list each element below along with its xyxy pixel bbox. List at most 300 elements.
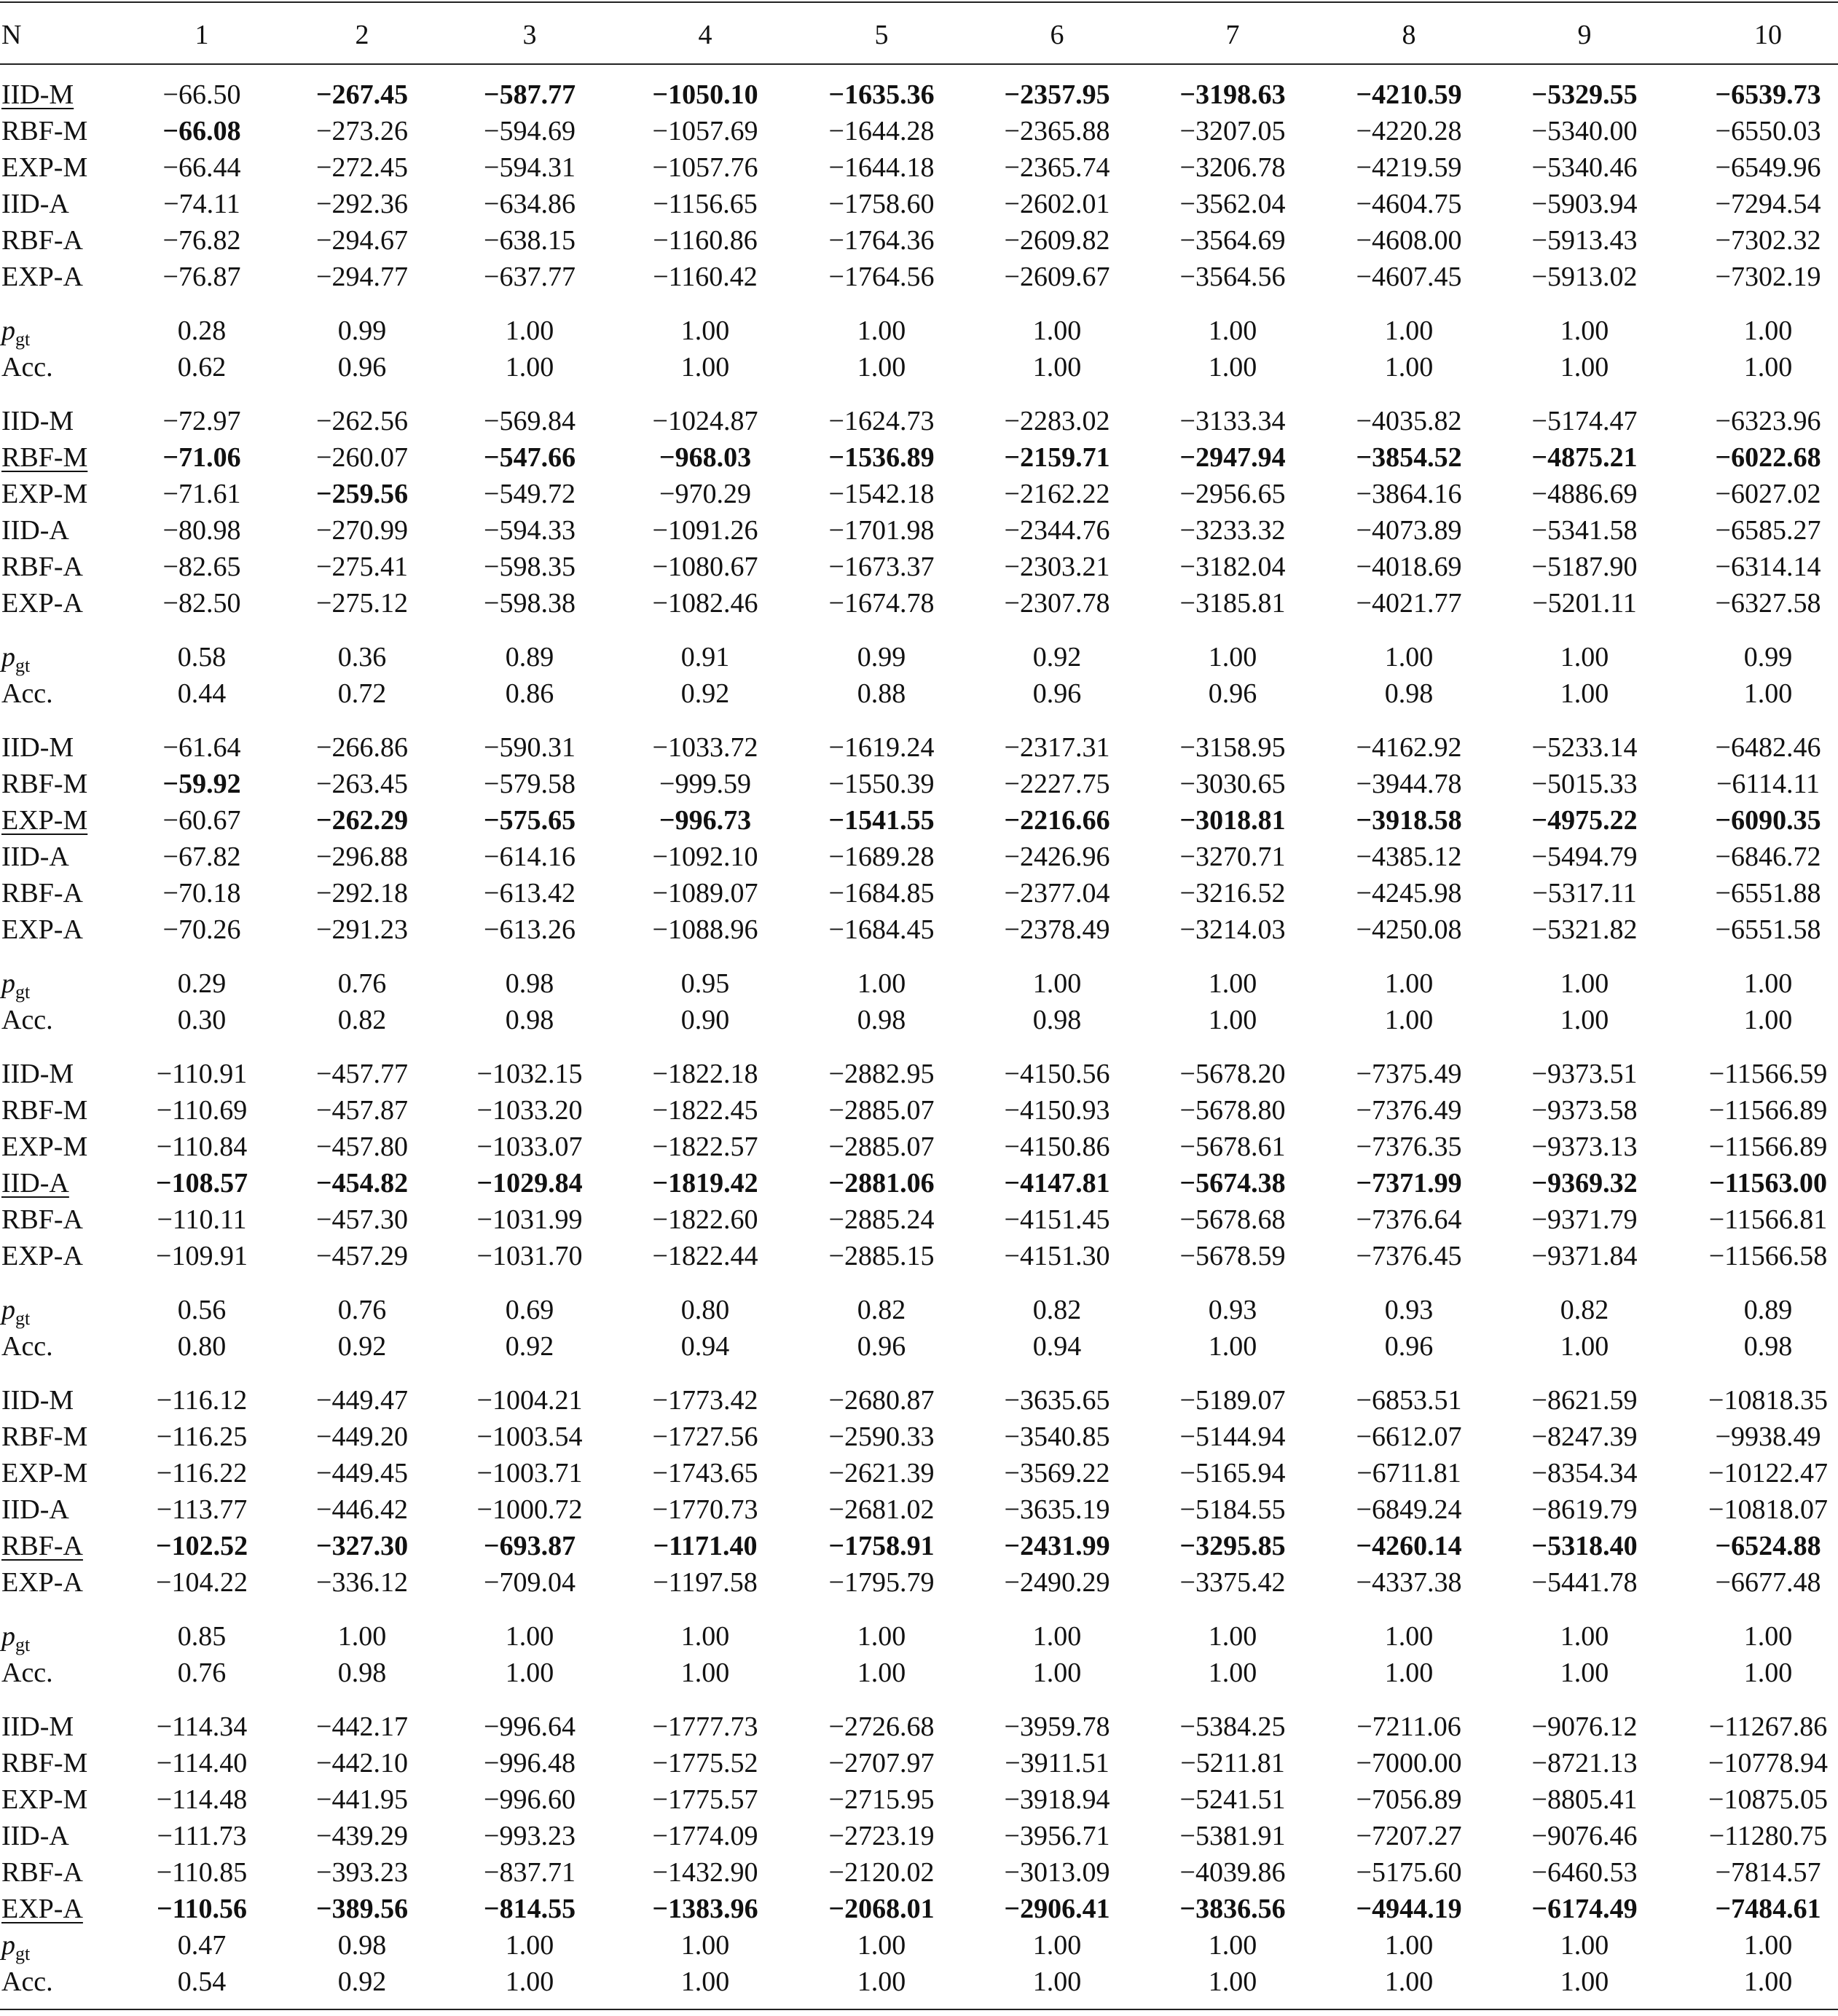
table-cell: −3854.52 xyxy=(1356,442,1462,473)
table-cell: −1674.78 xyxy=(828,588,935,619)
table-cell: 0.58 xyxy=(177,642,227,672)
table-cell: 1.00 xyxy=(1208,352,1257,383)
table-cell: −114.48 xyxy=(156,1784,248,1815)
table-cell: −1701.98 xyxy=(828,515,935,546)
table-cell: −2885.07 xyxy=(828,1095,935,1126)
table-cell: 1.00 xyxy=(680,315,730,346)
acc-row xyxy=(0,1655,1838,1691)
table-cell: −8619.79 xyxy=(1531,1494,1638,1525)
table-row xyxy=(0,186,1838,222)
table-cell: −6090.35 xyxy=(1715,805,1821,836)
table-cell: −2681.02 xyxy=(828,1494,935,1525)
acc-row xyxy=(0,1964,1838,2000)
table-cell: 1.00 xyxy=(857,1658,906,1688)
table-cell: −1156.65 xyxy=(653,189,758,219)
table-cell: −1644.28 xyxy=(828,116,935,146)
table-row xyxy=(0,549,1838,585)
table-cell: 10 xyxy=(1754,20,1782,50)
table-cell: −1031.70 xyxy=(476,1241,583,1271)
table-cell: 1.00 xyxy=(857,1621,906,1652)
table-cell: −5441.78 xyxy=(1531,1567,1638,1598)
row-label: IID-A xyxy=(1,189,69,219)
table-cell: −1057.76 xyxy=(652,152,758,183)
table-row xyxy=(0,802,1838,839)
table-cell: −1819.42 xyxy=(652,1168,758,1199)
table-cell: −7376.49 xyxy=(1356,1095,1462,1126)
table-cell: −6114.11 xyxy=(1716,769,1821,799)
table-cell: 1.00 xyxy=(1743,1930,1793,1961)
table-cell: 1.00 xyxy=(1032,1658,1082,1688)
table-cell: −1000.72 xyxy=(476,1494,583,1525)
table-cell: −6711.81 xyxy=(1356,1458,1461,1489)
table-cell: −2726.68 xyxy=(828,1711,935,1742)
table-cell: −4150.56 xyxy=(1004,1059,1110,1089)
table-cell: −4018.69 xyxy=(1356,552,1462,582)
table-cell: −7376.45 xyxy=(1356,1241,1462,1271)
table-cell: −1033.07 xyxy=(476,1131,583,1162)
table-cell: −634.86 xyxy=(484,189,576,219)
table-cell: −6849.24 xyxy=(1356,1494,1462,1525)
table-cell: −4608.00 xyxy=(1356,225,1462,256)
table-cell: −2378.49 xyxy=(1004,914,1110,945)
row-label: EXP-A xyxy=(1,262,83,292)
table-cell: 1.00 xyxy=(1208,1930,1257,1961)
table-cell: 1.00 xyxy=(1032,968,1082,999)
table-cell: −5340.00 xyxy=(1531,116,1638,146)
table-cell: −4886.69 xyxy=(1531,479,1638,509)
table-cell: 0.92 xyxy=(1032,642,1082,672)
table-cell: −6022.68 xyxy=(1715,442,1821,473)
table-cell: −3956.71 xyxy=(1004,1821,1110,1851)
table-cell: −3198.63 xyxy=(1179,79,1286,110)
table-cell: −1160.42 xyxy=(653,262,758,292)
table-cell: −7211.06 xyxy=(1356,1711,1461,1742)
table-cell: −1822.18 xyxy=(652,1059,758,1089)
table-cell: −3918.94 xyxy=(1004,1784,1110,1815)
table-cell: 1.00 xyxy=(1208,1005,1257,1035)
row-label: EXP-M xyxy=(1,152,88,183)
row-label: IID-A xyxy=(1,1168,69,1199)
table-cell: −1089.07 xyxy=(652,878,758,909)
table-cell: −270.99 xyxy=(316,515,408,546)
row-label: RBF-A xyxy=(1,1857,83,1888)
table-cell: 1.00 xyxy=(505,1930,554,1961)
row-label: RBF-M xyxy=(1,1748,88,1778)
table-cell: 0.99 xyxy=(337,315,387,346)
table-cell: −67.82 xyxy=(162,842,241,872)
table-bottom-rule xyxy=(0,2009,1838,2010)
table-cell: −1684.85 xyxy=(828,878,935,909)
table-cell: −5903.94 xyxy=(1531,189,1638,219)
row-label: RBF-M xyxy=(1,1421,88,1452)
table-row xyxy=(0,77,1838,113)
table-cell: −114.40 xyxy=(156,1748,248,1778)
table-cell: −2344.76 xyxy=(1004,515,1110,546)
table-cell: −5015.33 xyxy=(1531,769,1638,799)
row-label: EXP-A xyxy=(1,1894,83,1924)
table-row xyxy=(0,1745,1838,1781)
table-cell: −2881.06 xyxy=(828,1168,935,1199)
table-cell: 1.00 xyxy=(857,352,906,383)
table-cell: 7 xyxy=(1225,20,1240,50)
table-cell: −5913.02 xyxy=(1531,262,1638,292)
table-cell: −1764.36 xyxy=(828,225,935,256)
table-cell: −6460.53 xyxy=(1531,1857,1638,1888)
table-cell: −3295.85 xyxy=(1179,1531,1286,1561)
table-cell: −996.60 xyxy=(484,1784,576,1815)
table-cell: −3018.81 xyxy=(1179,805,1286,836)
table-cell: −2159.71 xyxy=(1004,442,1110,473)
pgt-row xyxy=(0,1618,1838,1655)
table-cell: −4151.45 xyxy=(1004,1204,1110,1235)
table-cell: −292.18 xyxy=(316,878,408,909)
table-cell: −457.29 xyxy=(316,1241,408,1271)
table-cell: −6323.96 xyxy=(1715,406,1821,436)
table-cell: −6524.88 xyxy=(1715,1531,1821,1561)
table-cell: 0.91 xyxy=(680,642,730,672)
table-cell: −3918.58 xyxy=(1356,805,1462,836)
pgt-symbol: p xyxy=(1,315,15,346)
table-row xyxy=(0,1129,1838,1165)
table-cell: −7814.57 xyxy=(1715,1857,1821,1888)
table-cell: −7000.00 xyxy=(1356,1748,1462,1778)
row-label: EXP-M xyxy=(1,805,88,836)
table-row xyxy=(0,1709,1838,1745)
pgt-symbol: p xyxy=(1,642,15,672)
table-row xyxy=(0,439,1838,476)
table-cell: −1764.56 xyxy=(828,262,935,292)
table-cell: −5241.51 xyxy=(1179,1784,1286,1815)
table-cell: 1.00 xyxy=(680,1658,730,1688)
table-cell: −1822.44 xyxy=(652,1241,758,1271)
table-cell: −1536.89 xyxy=(828,442,935,473)
table-cell: −5184.55 xyxy=(1179,1494,1286,1525)
row-label: Acc. xyxy=(1,678,53,709)
table-cell: −2602.01 xyxy=(1004,189,1110,219)
table-cell: −82.50 xyxy=(162,588,241,619)
table-cell: 0.96 xyxy=(337,352,387,383)
table-cell: −11566.81 xyxy=(1708,1204,1828,1235)
table-cell: −4607.45 xyxy=(1356,262,1462,292)
table-cell: 1.00 xyxy=(1560,968,1609,999)
table-cell: 0.72 xyxy=(337,678,387,709)
acc-row xyxy=(0,675,1838,712)
table-cell: 1.00 xyxy=(1560,1930,1609,1961)
table-cell: −579.58 xyxy=(484,769,576,799)
table-cell: −594.31 xyxy=(484,152,576,183)
table-cell: 0.96 xyxy=(1208,678,1257,709)
table-cell: −594.69 xyxy=(484,116,576,146)
table-cell: −9371.79 xyxy=(1531,1204,1638,1235)
table-cell: 0.30 xyxy=(177,1005,227,1035)
table-cell: −3562.04 xyxy=(1179,189,1286,219)
table-cell: −1383.96 xyxy=(652,1894,758,1924)
table-cell: −259.56 xyxy=(315,479,409,509)
table-cell: −76.82 xyxy=(162,225,241,256)
table-cell: −996.64 xyxy=(484,1711,576,1742)
table-cell: 0.94 xyxy=(1032,1331,1082,1362)
table-cell: 0.94 xyxy=(680,1331,730,1362)
table-cell: −11566.58 xyxy=(1708,1241,1828,1271)
table-cell: −110.56 xyxy=(156,1894,248,1924)
table-cell: −6846.72 xyxy=(1715,842,1821,872)
table-cell: −1619.24 xyxy=(828,732,935,763)
pgt-subscript: gt xyxy=(15,1308,31,1329)
pgt-symbol: p xyxy=(1,1930,15,1961)
table-cell: 1.00 xyxy=(1384,352,1434,383)
table-cell: 0.98 xyxy=(1384,678,1434,709)
table-cell: −5678.80 xyxy=(1179,1095,1286,1126)
table-cell: 0.89 xyxy=(1743,1295,1793,1325)
table-cell: 1.00 xyxy=(337,1621,387,1652)
table-cell: −1057.69 xyxy=(652,116,758,146)
table-cell: −637.77 xyxy=(484,262,576,292)
table-cell: −999.59 xyxy=(659,769,751,799)
table-cell: 0.80 xyxy=(680,1295,730,1325)
table-cell: 1.00 xyxy=(505,1966,554,1997)
table-cell: 0.92 xyxy=(337,1331,387,1362)
table-cell: −449.45 xyxy=(316,1458,408,1489)
table-cell: −442.10 xyxy=(316,1748,408,1778)
table-cell: 1.00 xyxy=(857,968,906,999)
table-row xyxy=(0,222,1838,259)
table-row xyxy=(0,1165,1838,1201)
row-label: RBF-A xyxy=(1,878,83,909)
table-cell: −3158.95 xyxy=(1179,732,1286,763)
table-cell: −457.30 xyxy=(316,1204,408,1235)
table-cell: −1644.18 xyxy=(828,152,935,183)
table-cell: −2885.07 xyxy=(828,1131,935,1162)
table-cell: −1758.91 xyxy=(828,1531,935,1561)
table-cell: −262.29 xyxy=(315,805,409,836)
table-row xyxy=(0,1455,1838,1491)
table-cell: −11566.89 xyxy=(1708,1131,1828,1162)
table-cell: −5384.25 xyxy=(1179,1711,1286,1742)
table-cell: −294.77 xyxy=(316,262,408,292)
table-cell: −5318.40 xyxy=(1531,1531,1638,1561)
table-cell: −116.12 xyxy=(156,1385,248,1416)
table-cell: −1033.20 xyxy=(476,1095,583,1126)
table-cell: −4021.77 xyxy=(1356,588,1462,619)
table-cell: 0.28 xyxy=(177,315,227,346)
table-cell: −9373.51 xyxy=(1531,1059,1638,1089)
table-cell: 0.92 xyxy=(505,1331,554,1362)
table-cell: −2715.95 xyxy=(828,1784,935,1815)
table-cell: −11563.00 xyxy=(1708,1168,1828,1199)
table-cell: −11280.75 xyxy=(1708,1821,1828,1851)
row-label: Acc. xyxy=(1,1658,53,1688)
table-cell: −5913.43 xyxy=(1531,225,1638,256)
table-cell: 1.00 xyxy=(1032,352,1082,383)
table-cell: −5201.11 xyxy=(1532,588,1637,619)
table-cell: −6174.49 xyxy=(1531,1894,1638,1924)
table-cell: 1.00 xyxy=(680,1621,730,1652)
table-cell: −5494.79 xyxy=(1531,842,1638,872)
table-cell: 0.98 xyxy=(857,1005,906,1035)
table-cell: −446.42 xyxy=(316,1494,408,1525)
table-cell: −5175.60 xyxy=(1356,1857,1462,1888)
table-cell: −72.97 xyxy=(162,406,241,436)
row-label: Acc. xyxy=(1,1331,53,1362)
table-cell: −569.84 xyxy=(484,406,576,436)
table-cell: −590.31 xyxy=(484,732,576,763)
table-cell: −6551.58 xyxy=(1715,914,1821,945)
table-cell: −294.67 xyxy=(316,225,408,256)
row-label: Acc. xyxy=(1,1966,53,1997)
table-cell: 0.76 xyxy=(337,968,387,999)
table-cell: 0.98 xyxy=(505,1005,554,1035)
row-label: RBF-A xyxy=(1,225,83,256)
table-cell: −549.72 xyxy=(484,479,576,509)
table-cell: −7371.99 xyxy=(1356,1168,1462,1199)
row-label: IID-A xyxy=(1,842,69,872)
table-cell: −3564.69 xyxy=(1179,225,1286,256)
table-cell: −262.56 xyxy=(316,406,408,436)
table-cell: −1003.54 xyxy=(476,1421,583,1452)
table-cell: −1197.58 xyxy=(653,1567,758,1598)
table-cell: −11267.86 xyxy=(1708,1711,1828,1742)
table-cell: −4150.86 xyxy=(1004,1131,1110,1162)
table-cell: −10818.07 xyxy=(1708,1494,1828,1525)
table-cell: −9076.12 xyxy=(1531,1711,1638,1742)
table-cell: −3133.34 xyxy=(1179,406,1286,436)
table-cell: −2947.94 xyxy=(1179,442,1286,473)
table-cell: 1.00 xyxy=(1208,315,1257,346)
acc-row xyxy=(0,349,1838,385)
table-cell: −66.08 xyxy=(162,116,241,146)
row-label: IID-M xyxy=(1,732,74,763)
table-cell: −5144.94 xyxy=(1179,1421,1286,1452)
pgt-row xyxy=(0,313,1838,349)
table-cell: −5165.94 xyxy=(1179,1458,1286,1489)
table-cell: −2120.02 xyxy=(828,1857,935,1888)
table-cell: 1.00 xyxy=(1384,1005,1434,1035)
table-cell: −5317.11 xyxy=(1532,878,1637,909)
table-row xyxy=(0,585,1838,621)
table-cell: −5381.91 xyxy=(1179,1821,1286,1851)
table-cell: −6314.14 xyxy=(1715,552,1821,582)
table-cell: 0.98 xyxy=(1743,1331,1793,1362)
table-cell: 0.95 xyxy=(680,968,730,999)
table-cell: 0.99 xyxy=(1743,642,1793,672)
table-cell: −4035.82 xyxy=(1356,406,1462,436)
table-cell: −2885.24 xyxy=(828,1204,935,1235)
table-cell: −814.55 xyxy=(483,1894,576,1924)
table-cell: −441.95 xyxy=(316,1784,408,1815)
table-cell: −1775.57 xyxy=(652,1784,758,1815)
table-row xyxy=(0,113,1838,149)
table-cell: 0.54 xyxy=(177,1966,227,1997)
table-cell: 1.00 xyxy=(1560,1966,1609,1997)
table-cell: −3013.09 xyxy=(1004,1857,1110,1888)
table-cell: 0.98 xyxy=(337,1658,387,1688)
table-cell: −266.86 xyxy=(316,732,408,763)
table-cell: −10818.35 xyxy=(1708,1385,1828,1416)
table-cell: −109.91 xyxy=(156,1241,248,1271)
table-cell: −4385.12 xyxy=(1356,842,1462,872)
table-row xyxy=(0,149,1838,186)
table-cell: −439.29 xyxy=(316,1821,408,1851)
table-row xyxy=(0,476,1838,512)
table-cell: −4073.89 xyxy=(1356,515,1462,546)
table-cell: −1160.86 xyxy=(653,225,758,256)
table-cell: −5329.55 xyxy=(1531,79,1638,110)
table-cell: 1.00 xyxy=(1743,1621,1793,1652)
table-cell: 1.00 xyxy=(1208,968,1257,999)
table-cell: −4219.59 xyxy=(1356,152,1462,183)
table-cell: 0.62 xyxy=(177,352,227,383)
table-cell: −6677.48 xyxy=(1715,1567,1821,1598)
table-cell: −3540.85 xyxy=(1004,1421,1110,1452)
table-cell: −74.11 xyxy=(163,189,240,219)
table-cell: −598.35 xyxy=(484,552,576,582)
table-cell: 1.00 xyxy=(505,1658,554,1688)
table-cell: −1082.46 xyxy=(652,588,758,619)
table-cell: 0.82 xyxy=(1032,1295,1082,1325)
table-cell: −5678.61 xyxy=(1179,1131,1286,1162)
table-cell: 1.00 xyxy=(1384,315,1434,346)
table-cell: 1.00 xyxy=(680,1930,730,1961)
table-cell: 0.69 xyxy=(505,1295,554,1325)
table-cell: 0.89 xyxy=(505,642,554,672)
pgt-symbol: p xyxy=(1,1621,15,1652)
table-cell: −693.87 xyxy=(483,1531,576,1561)
table-cell: −7375.49 xyxy=(1356,1059,1462,1089)
pgt-subscript: gt xyxy=(15,1943,31,1964)
row-label: RBF-M xyxy=(1,1095,88,1126)
table-cell: −66.44 xyxy=(162,152,241,183)
table-cell: 1.00 xyxy=(1743,315,1793,346)
table-cell: −6482.46 xyxy=(1715,732,1821,763)
table-cell: 0.76 xyxy=(337,1295,387,1325)
row-label: EXP-A xyxy=(1,588,83,619)
table-cell: −273.26 xyxy=(316,116,408,146)
table-cell: −970.29 xyxy=(659,479,751,509)
table-row xyxy=(0,1382,1838,1419)
row-label: IID-A xyxy=(1,1821,69,1851)
table-row xyxy=(0,1781,1838,1818)
table-cell: −2317.31 xyxy=(1004,732,1110,763)
table-cell: −71.61 xyxy=(162,479,241,509)
table-cell: 0.93 xyxy=(1384,1295,1434,1325)
table-cell: −11566.89 xyxy=(1708,1095,1828,1126)
row-label: EXP-A xyxy=(1,1567,83,1598)
table-cell: 4 xyxy=(698,20,712,50)
table-cell: −1542.18 xyxy=(828,479,935,509)
table-cell: −2609.67 xyxy=(1004,262,1110,292)
table-cell: 0.99 xyxy=(857,642,906,672)
table-cell: −1031.99 xyxy=(476,1204,583,1235)
table-cell: 1.00 xyxy=(1032,315,1082,346)
table-cell: −1770.73 xyxy=(652,1494,758,1525)
table-cell: 0.82 xyxy=(337,1005,387,1035)
table-cell: −9373.58 xyxy=(1531,1095,1638,1126)
table-cell: −996.48 xyxy=(484,1748,576,1778)
table-cell: −594.33 xyxy=(484,515,576,546)
table-cell: 0.96 xyxy=(857,1331,906,1362)
table-cell: −10778.94 xyxy=(1708,1748,1828,1778)
table-cell: −1822.60 xyxy=(652,1204,758,1235)
table-cell: −1635.36 xyxy=(828,79,935,110)
table-row xyxy=(0,875,1838,911)
table-cell: −3836.56 xyxy=(1179,1894,1286,1924)
pgt-row xyxy=(0,639,1838,675)
table-cell: 1.00 xyxy=(1560,1621,1609,1652)
table-cell: 0.96 xyxy=(1384,1331,1434,1362)
table-cell: 0.98 xyxy=(1032,1005,1082,1035)
table-cell: −327.30 xyxy=(315,1531,409,1561)
table-cell: −8247.39 xyxy=(1531,1421,1638,1452)
